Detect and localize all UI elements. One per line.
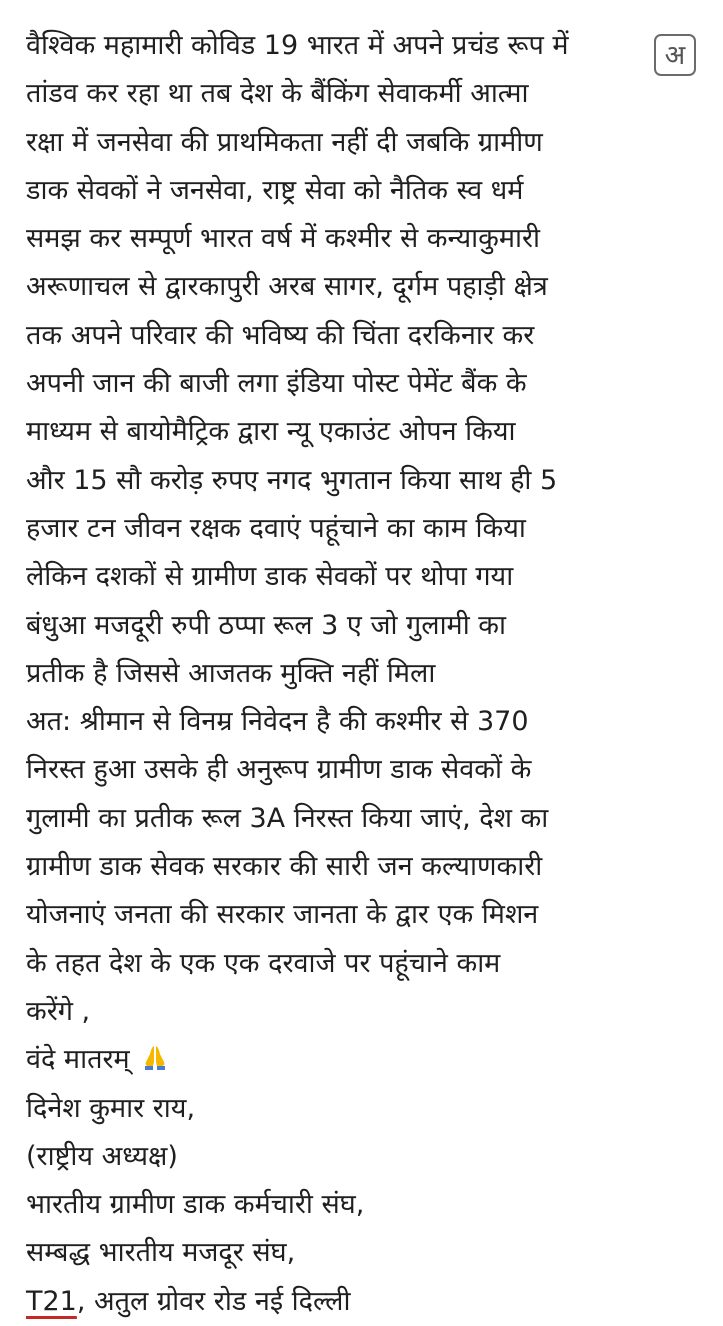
- address-rest: , अतुल ग्रोवर रोड नई दिल्ली: [76, 1285, 351, 1317]
- body-line: लेकिन दशकों से ग्रामीण डाक सेवकों पर थोपा गया: [26, 561, 514, 593]
- signature-name: दिनेश कुमार राय,: [26, 1092, 196, 1124]
- body-line: माध्यम से बायोमैट्रिक द्वारा न्यू एकाउंट ओपन किया: [26, 416, 516, 448]
- message-body: [26, 22, 646, 1326]
- folded-hands-emoji-icon: [140, 1040, 170, 1088]
- body-line: डाक सेवकों ने जनसेवा, राष्ट्र सेवा को नैतिक स्व धर्म: [26, 174, 524, 206]
- body-line: के तहत देश के एक एक दरवाजे पर पहूंचाने काम: [26, 947, 501, 979]
- body-line: बंधुआ मजदूरी रुपी ठप्पा रूल 3 ए जो गुलामी का: [26, 609, 507, 641]
- body-line: अत: श्रीमान से विनम्र निवेदन है की कश्मीर से 370: [26, 706, 529, 738]
- body-line: हजार टन जीवन रक्षक दवाएं पहूंचाने का काम किया: [26, 512, 526, 544]
- body-line: तांडव कर रहा था तब देश के बैंकिंग सेवाकर्मी आत्मा: [26, 78, 529, 110]
- body-line: समझ कर सम्पूर्ण भारत वर्ष में कश्मीर से कन्याकुमारी: [26, 223, 541, 255]
- body-line: योजनाएं जनता की सरकार जानता के द्वार एक मिशन: [26, 899, 539, 931]
- signature-org: भारतीय ग्रामीण डाक कर्मचारी संघ,: [26, 1189, 365, 1221]
- body-line: निरस्त हुआ उसके ही अनुरूप ग्रामीण डाक सेवकों के: [26, 754, 532, 786]
- signature-address: [26, 1278, 646, 1326]
- signature-affiliation: सम्बद्ध भारतीय मजदूर संघ,: [26, 1237, 296, 1269]
- closing-line: [26, 1036, 646, 1084]
- body-line: करेंगे ,: [26, 995, 91, 1027]
- body-line: और 15 सौ करोड़ रुपए नगद भुगतान किया साथ ही 5: [26, 464, 558, 496]
- body-line: रक्षा में जनसेवा की प्राथमिकता नहीं दी जबकि ग्रामीण: [26, 126, 543, 158]
- body-line: अरूणाचल से द्वारकापुरी अरब सागर, दूर्गम पहाड़ी क्षेत्र: [26, 271, 548, 303]
- translate-button[interactable]: [654, 34, 696, 76]
- body-line: तक अपने परिवार की भविष्य की चिंता दरकिनार कर: [26, 319, 535, 351]
- body-line: गुलामी का प्रतीक रूल 3A निरस्त किया जाएं, देश का: [26, 802, 549, 834]
- translate-icon: अ: [664, 39, 686, 71]
- body-line: ग्रामीण डाक सेवक सरकार की सारी जन कल्याणकारी: [26, 851, 543, 883]
- body-line: वैश्विक महामारी कोविड 19 भारत में अपने प्रचंड रूप में: [26, 30, 569, 61]
- closing-text: वंदे मातरम्: [26, 1044, 130, 1076]
- body-line: अपनी जान की बाजी लगा इंडिया पोस्ट पेमेंट बैंक के: [26, 368, 527, 400]
- address-code-link[interactable]: T21: [26, 1285, 77, 1317]
- body-line: प्रतीक है जिससे आजतक मुक्ति नहीं मिला: [26, 657, 436, 689]
- signature-title: (राष्ट्रीय अध्यक्ष): [26, 1140, 178, 1172]
